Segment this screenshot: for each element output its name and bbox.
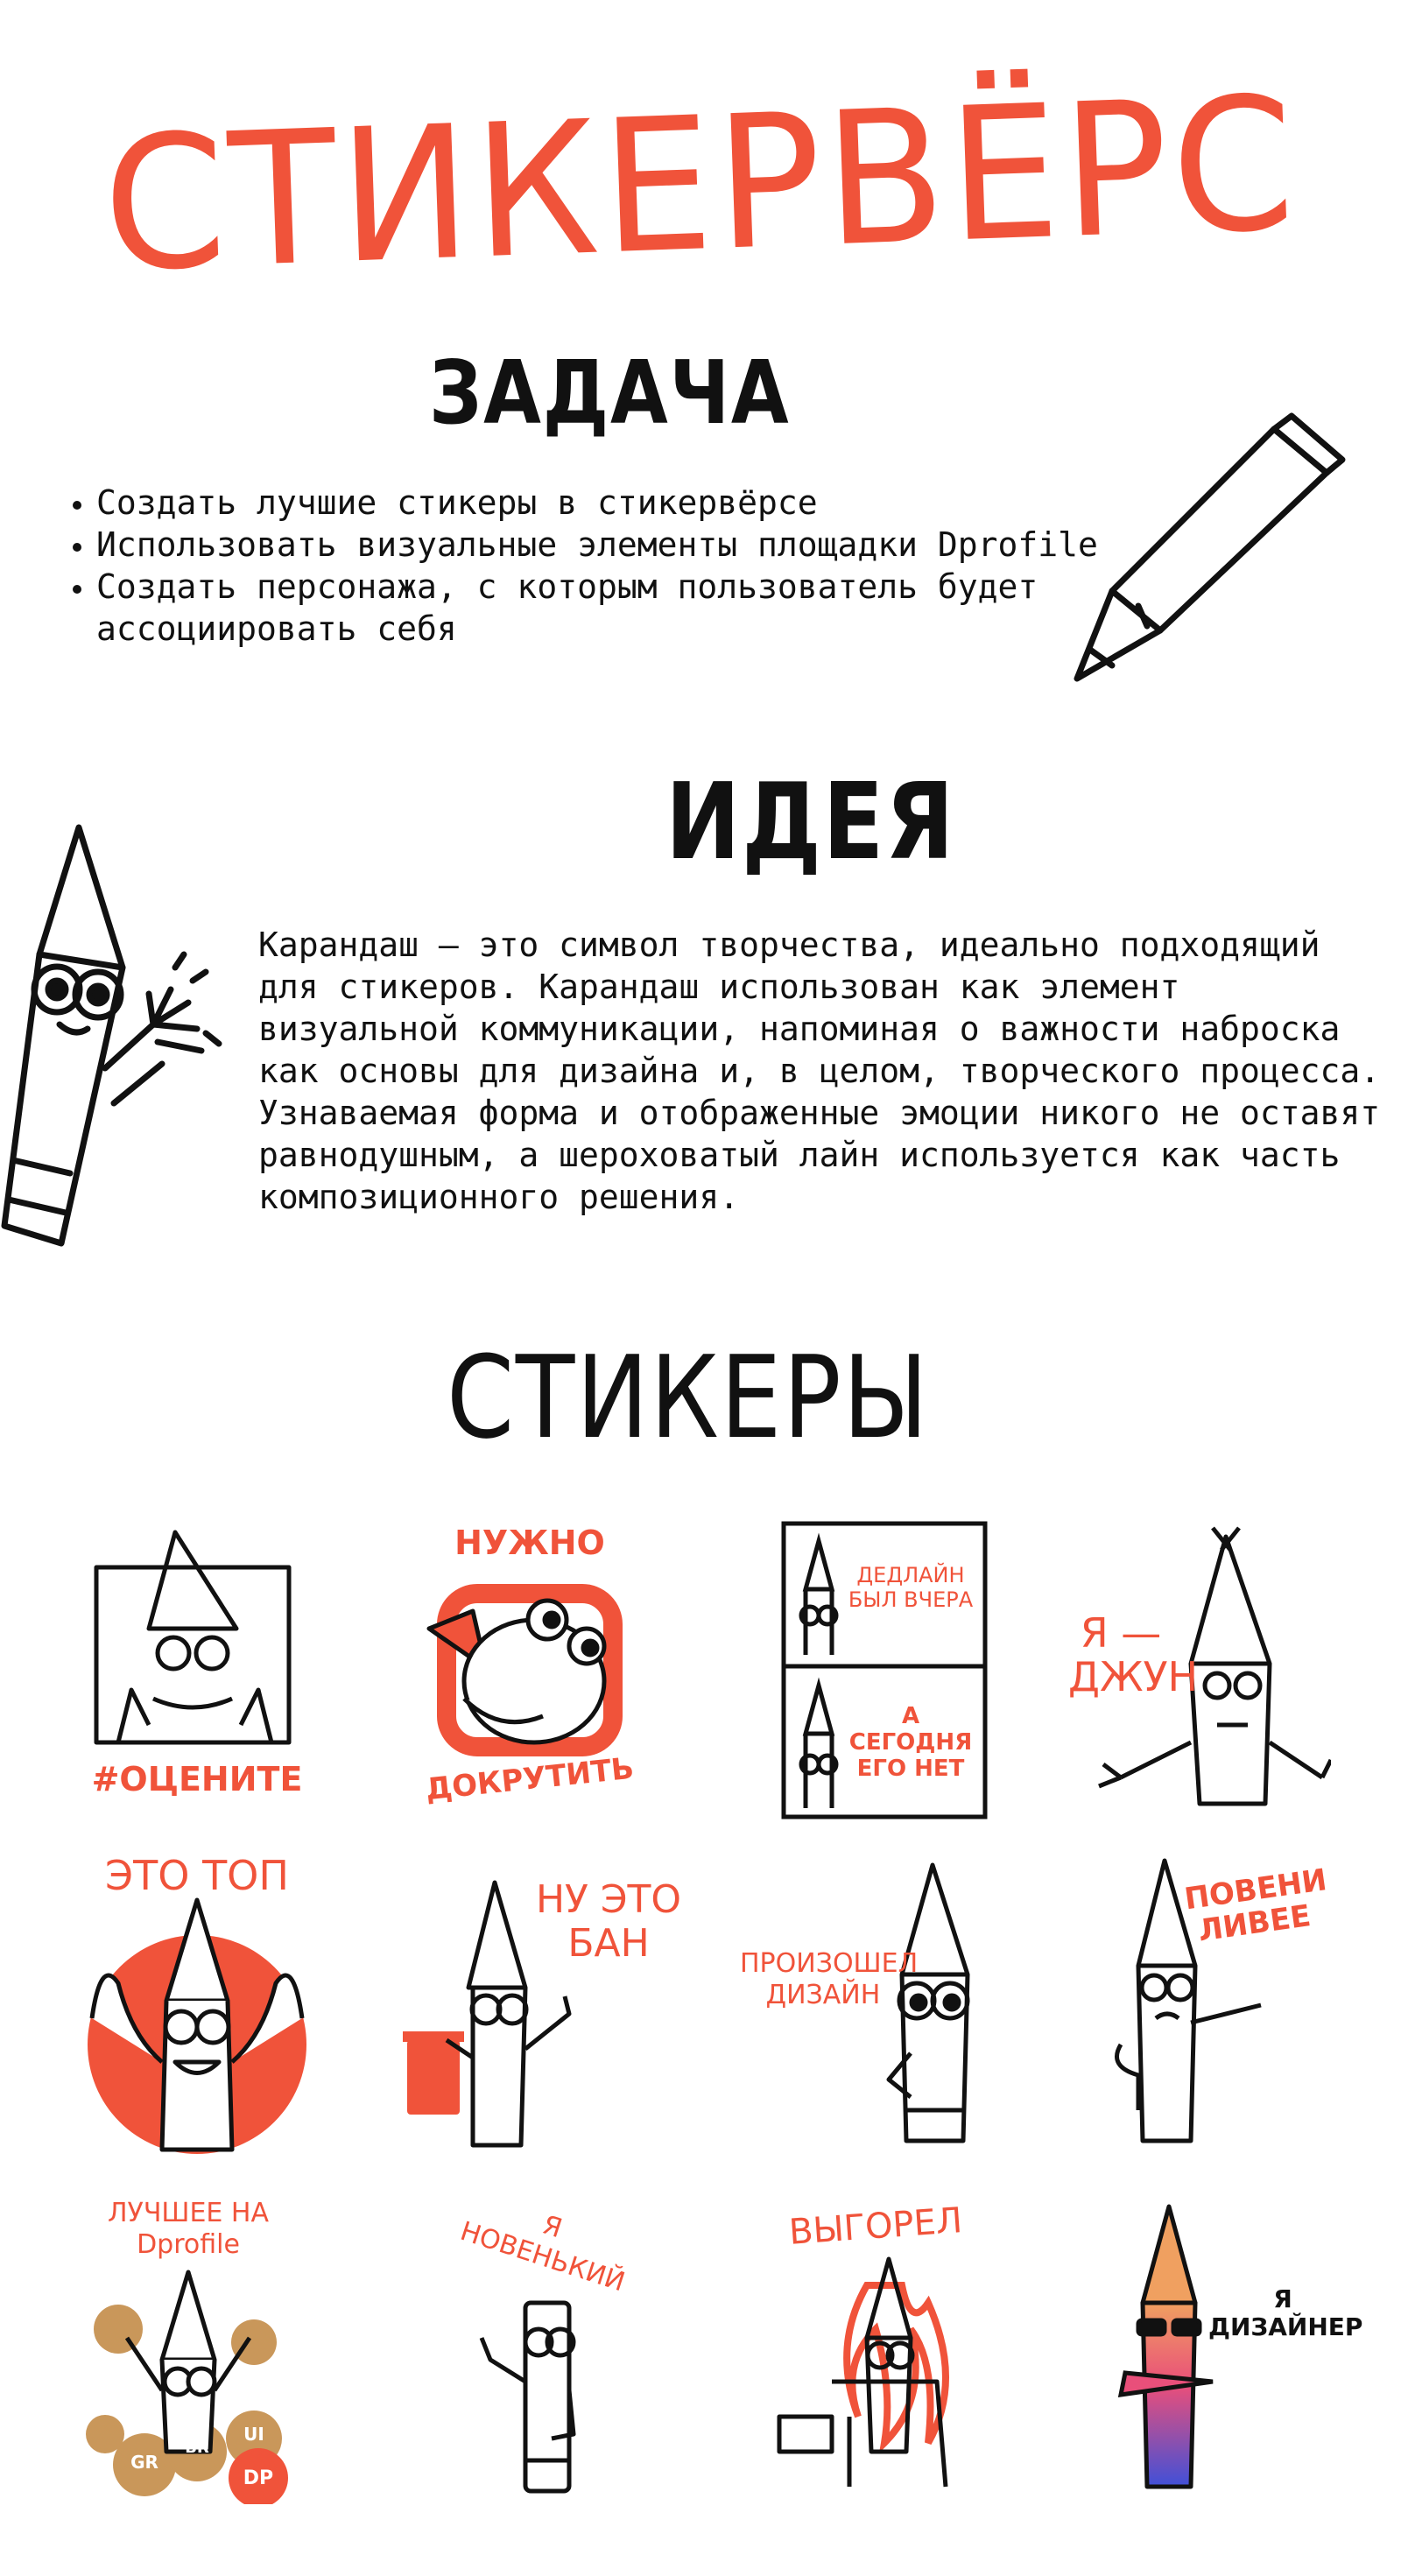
sticker-caption: ПРОИЗОШЕЛ ДИЗАЙН [740,1948,919,2010]
sticker-deadline [771,1519,998,1826]
sticker-rate [70,1524,324,1804]
task-list [53,482,1103,650]
sticker-needs-polish [403,1524,657,1808]
sticker-ban [398,1865,687,2163]
task-heading: ЗАДАЧА [429,341,791,444]
sticker-cheer-up [1103,1856,1366,2163]
sticker-junior [1068,1515,1331,1830]
sticker-caption: Я — ДЖУН [1068,1609,1199,1700]
sticker-burned-out [762,2189,1016,2504]
sticker-caption: ПОВЕНИ ЛИВЕЕ [1182,1862,1329,1949]
sticker-caption: ДОКРУТИТЬ [424,1750,636,1808]
sticker-caption: Я НОВЕНЬКИЙ [456,2209,629,2298]
badge-label: BR [185,2439,209,2457]
sticker-caption: ЭТО ТОП [105,1852,289,1899]
idea-heading: ИДЕЯ [665,762,956,883]
sticker-caption: НУ ЭТО БАН [535,1877,682,1966]
sticker-top [66,1852,328,2167]
stickers-heading: СТИКЕРЫ [447,1331,930,1464]
task-item: • Создать лучшие стикеры в стикервёрсе [96,482,1103,524]
badge-label: DP [243,2467,274,2489]
badge-label: GR [130,2452,158,2473]
sticker-caption: ДЕДЛАЙН БЫЛ ВЧЕРА [848,1563,974,1612]
pencil-illustration [1064,403,1353,692]
pencil-character-waving [0,814,228,1270]
sticker-caption: ЛУЧШЕЕ НА Dprofile [107,2198,269,2260]
sticker-newbie [442,2198,652,2504]
page-title: СТИКЕРВЁРС [100,57,1301,313]
sticker-best-on-dprofile [66,2189,311,2504]
task-item: • Использовать визуальные элементы площадки Dprofile [96,524,1103,566]
sticker-designer [1099,2198,1362,2504]
task-item: • Создать персонажа, с которым пользователь будет ассоциировать себя [96,566,1103,650]
idea-text: Карандаш — это символ творчества, идеально подходящий для стикеров. Карандаш использован как элемент визуальной коммуникации, напоминая о важности наброска как основы для дизайна и, в целом, творческого процесса. Узнаваемая форма и отображенные эмоции никого не оставят равнодушным, а шероховатый лайн используется как часть композиционного решения. [258,926,1381,1216]
sticker-design-happened [731,1861,1029,2163]
badge-label: UI [243,2424,264,2445]
sticker-caption: ВЫГОРЕЛ [787,2200,964,2253]
sticker-caption: Я ДИЗАЙНЕР [1208,2284,1363,2341]
sticker-caption: НУЖНО [454,1524,605,1562]
sticker-caption: #ОЦЕНИТЕ [91,1760,303,1798]
sticker-caption: А СЕГОДНЯ ЕГО НЕТ [848,1703,973,1782]
